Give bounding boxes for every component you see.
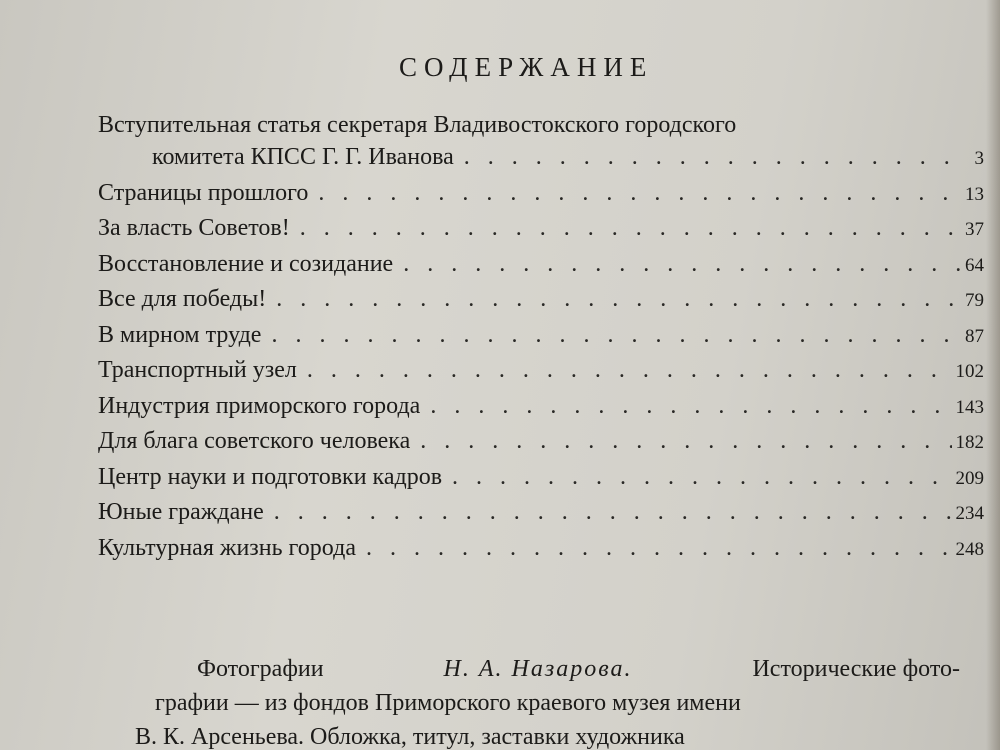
toc-entry <box>98 180 984 216</box>
dot-leader <box>410 428 951 455</box>
toc-entry-title: Центр науки и подготовки кадров <box>98 463 443 490</box>
dot-leader <box>356 535 952 562</box>
credits-line <box>60 686 960 720</box>
credits-line <box>60 720 960 750</box>
toc-entry-list <box>98 180 984 571</box>
toc-page-number: 102 <box>955 361 984 382</box>
toc-page-number: 64 <box>965 254 984 276</box>
toc-entry-title: Для блага советского человека <box>98 428 411 454</box>
dot-leader <box>290 215 960 242</box>
toc-entry-title-line1: Вступительная статья секретаря Владивостокского городского <box>98 112 737 138</box>
dot-leader <box>442 464 951 491</box>
toc-entry-title: Все для победы! <box>98 286 267 312</box>
toc-entry <box>98 499 984 535</box>
toc-entry <box>98 322 984 358</box>
toc-entry <box>98 535 984 571</box>
toc-page-number: 3 <box>974 148 984 169</box>
toc-page-number: 234 <box>955 503 984 524</box>
toc-entry-title: Культурная жизнь города <box>98 534 356 561</box>
toc-entry-title: Юные граждане <box>98 499 264 525</box>
toc-page-number: 182 <box>955 432 984 453</box>
photographer-name: Н. А. Назарова. <box>443 656 633 682</box>
toc-entry-intro <box>98 112 984 180</box>
toc-entry-title: За власть Советов! <box>98 215 290 241</box>
credits-line-3: В. К. Арсеньева. Обложка, титул, заставки художника <box>135 724 685 750</box>
toc-entry-line <box>98 112 984 144</box>
toc-page-number: 87 <box>965 325 984 347</box>
toc-page-number: 79 <box>965 290 984 311</box>
toc-entry <box>98 215 984 251</box>
toc-entry <box>98 428 984 464</box>
dot-leader <box>393 251 960 278</box>
page-edge-shadow <box>986 0 1000 750</box>
toc-page-number: 209 <box>955 467 984 489</box>
dot-leader <box>308 180 960 207</box>
table-of-contents <box>98 112 984 570</box>
toc-entry <box>98 464 984 500</box>
credits-line <box>60 652 960 686</box>
toc-entry-title: Восстановление и созидание <box>98 250 394 277</box>
toc-entry-title: Индустрия приморского города <box>98 392 421 419</box>
toc-entry <box>98 393 984 429</box>
dot-leader <box>297 357 952 384</box>
credits-suffix: Исторические фото- <box>752 656 960 682</box>
credits-line-2: графии — из фондов Приморского краевого музея имени <box>155 690 741 716</box>
toc-entry-title: Страницы прошлого <box>98 179 309 206</box>
toc-entry <box>98 251 984 287</box>
toc-entry <box>98 286 984 322</box>
toc-page-number: 143 <box>955 396 984 418</box>
dot-leader <box>420 393 951 420</box>
dot-leader <box>264 499 952 526</box>
toc-entry-title: В мирном труде <box>98 321 262 348</box>
toc-page-number: 37 <box>965 219 984 240</box>
credits-prefix: Фотографии <box>197 656 324 682</box>
dot-leader <box>454 144 960 171</box>
contents-heading: СОДЕРЖАНИЕ <box>399 52 654 82</box>
toc-page-number: 248 <box>955 538 984 560</box>
dot-leader <box>261 322 960 349</box>
dot-leader <box>266 286 960 313</box>
photo-credits <box>60 652 960 750</box>
toc-page-number: 13 <box>965 183 984 205</box>
toc-entry-title-line2: комитета КПСС Г. Г. Иванова <box>152 144 454 170</box>
toc-entry-line <box>98 144 984 180</box>
toc-entry <box>98 357 984 393</box>
toc-entry-title: Транспортный узел <box>98 357 297 383</box>
